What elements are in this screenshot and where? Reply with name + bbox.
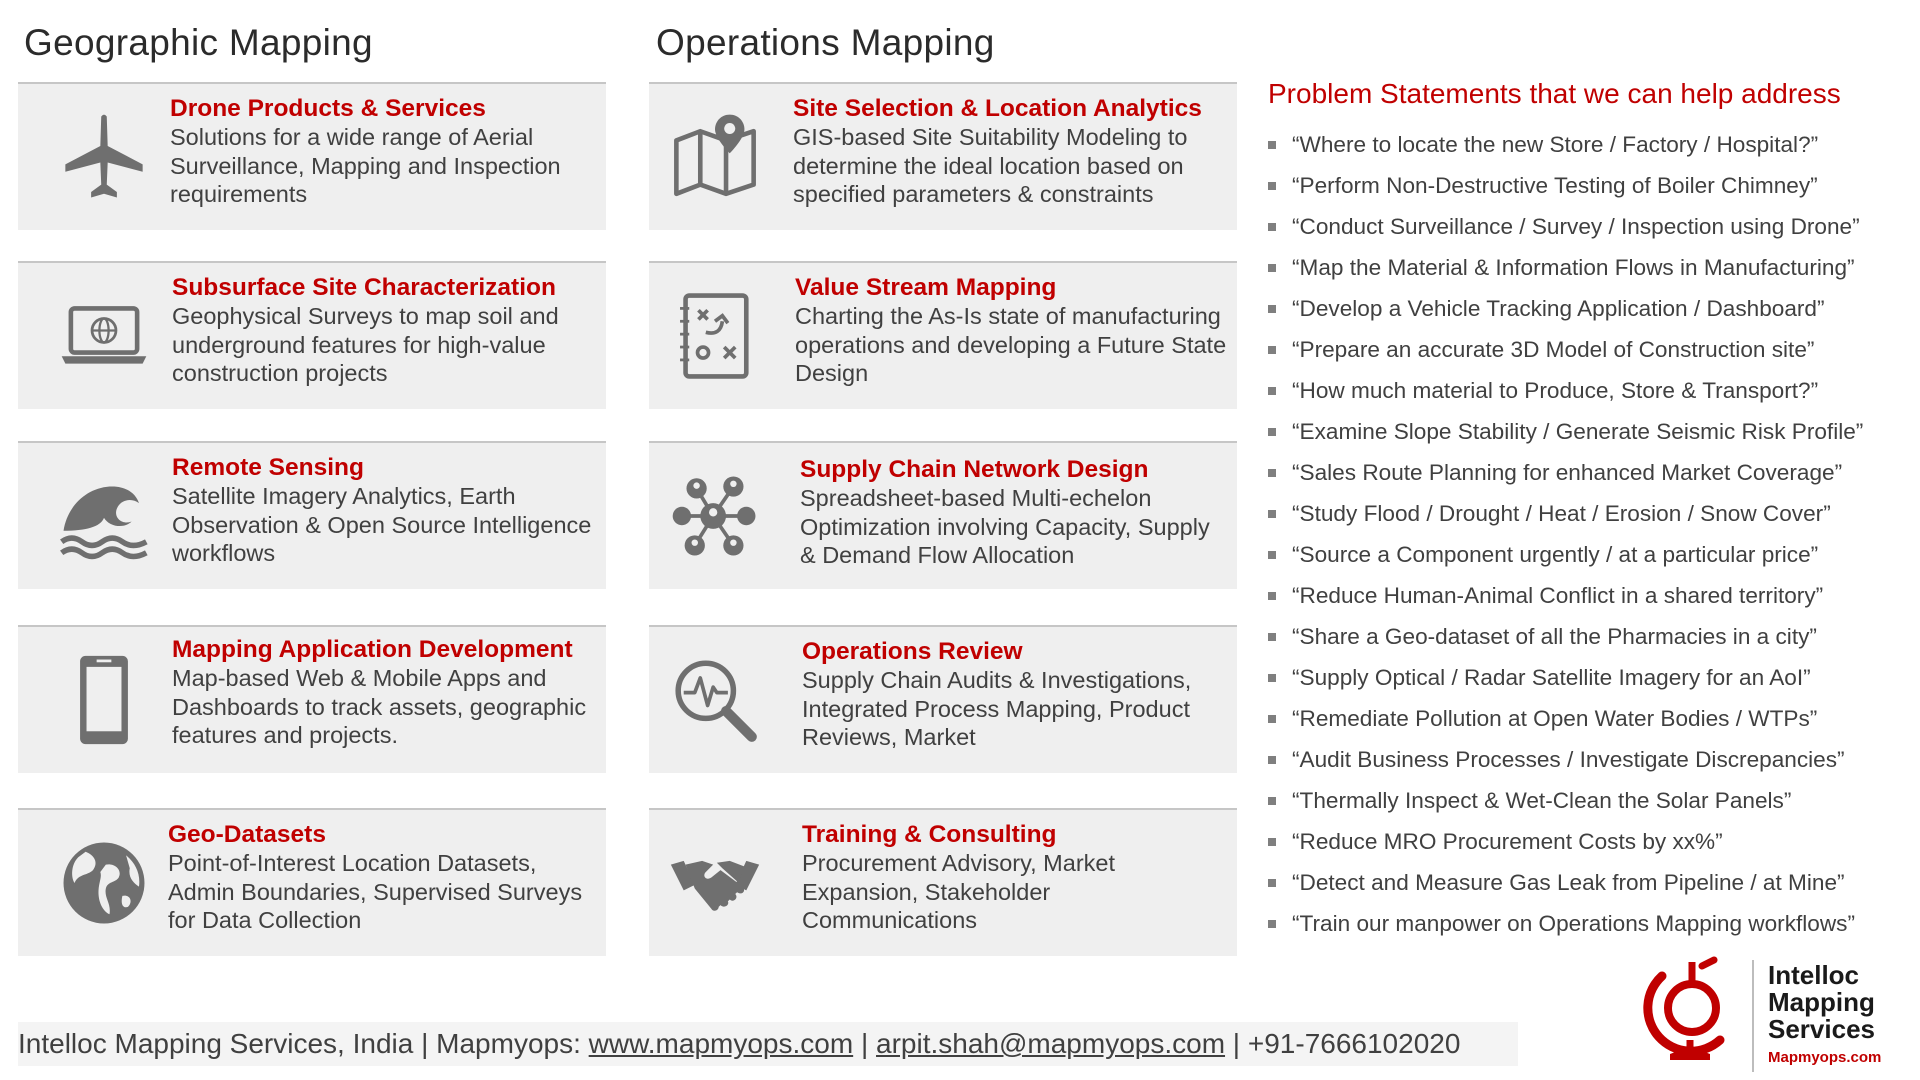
- card-supply-chain-network[interactable]: [649, 441, 1237, 589]
- problem-statement-item: [1268, 534, 1863, 575]
- footer-separator: |: [853, 1028, 877, 1059]
- card-description: Procurement Advisory, Market Expansion, Stakeholder Communications: [802, 850, 1116, 933]
- problem-statement-text: “Perform Non-Destructive Testing of Boiler Chimney”: [1292, 173, 1818, 198]
- square-bullet-icon: [1268, 838, 1276, 846]
- problem-statement-item: [1268, 165, 1863, 206]
- card-title: Training & Consulting: [802, 821, 1057, 848]
- problem-statement-text: “Train our manpower on Operations Mapping workflows”: [1292, 911, 1855, 936]
- problem-statement-text: “Audit Business Processes / Investigate Discrepancies”: [1292, 747, 1845, 772]
- problem-statement-item: [1268, 124, 1863, 165]
- problem-statement-text: “Conduct Surveillance / Survey / Inspection using Drone”: [1292, 214, 1860, 239]
- card-description: Geophysical Surveys to map soil and underground features for high-value construction projects: [172, 303, 559, 386]
- airplane-icon: [58, 111, 150, 203]
- globe-stand-logo-icon: [1640, 956, 1750, 1066]
- card-subsurface-site[interactable]: [18, 261, 606, 409]
- card-title: Mapping Application Development: [172, 636, 573, 663]
- problem-statement-item: [1268, 247, 1863, 288]
- square-bullet-icon: [1268, 223, 1276, 231]
- card-description: Point-of-Interest Location Datasets, Admin Boundaries, Supervised Surveys for Data Collection: [168, 850, 583, 933]
- problem-statements-title: Problem Statements that we can help address: [1268, 78, 1841, 109]
- footer-contact: [18, 1022, 1518, 1066]
- logo-website: Mapmyops.com: [1768, 1049, 1882, 1066]
- problem-statement-item: [1268, 862, 1863, 903]
- square-bullet-icon: [1268, 182, 1276, 190]
- card-training-consulting[interactable]: [649, 808, 1237, 956]
- card-geo-datasets[interactable]: [18, 808, 606, 956]
- square-bullet-icon: [1268, 510, 1276, 518]
- card-operations-review[interactable]: [649, 625, 1237, 773]
- problem-statement-item: [1268, 698, 1863, 739]
- problem-statement-text: “Detect and Measure Gas Leak from Pipeline / at Mine”: [1292, 870, 1845, 895]
- globe-icon: [58, 837, 150, 929]
- problem-statement-item: [1268, 903, 1863, 944]
- card-title: Remote Sensing: [172, 454, 364, 481]
- problem-statement-text: “Reduce MRO Procurement Costs by xx%”: [1292, 829, 1723, 854]
- problem-statement-text: “Reduce Human-Animal Conflict in a shared territory”: [1292, 583, 1824, 608]
- card-title: Geo-Datasets: [168, 821, 326, 848]
- card-title: Site Selection & Location Analytics: [793, 95, 1202, 122]
- card-value-stream[interactable]: [649, 261, 1237, 409]
- card-title: Value Stream Mapping: [795, 274, 1057, 301]
- operations-mapping-title: Operations Mapping: [656, 22, 995, 63]
- problem-statement-item: [1268, 370, 1863, 411]
- problem-statement-item: [1268, 575, 1863, 616]
- problem-statement-item: [1268, 657, 1863, 698]
- card-description: Map-based Web & Mobile Apps and Dashboards to track assets, geographic features and projects.: [172, 665, 587, 748]
- square-bullet-icon: [1268, 920, 1276, 928]
- magnifier-pulse-icon: [669, 654, 761, 746]
- card-description: Solutions for a wide range of Aerial Surveillance, Mapping and Inspection requirements: [170, 124, 561, 207]
- problem-statement-item: [1268, 329, 1863, 370]
- footer-separator: |: [1225, 1028, 1248, 1059]
- card-drone-products[interactable]: [18, 82, 606, 230]
- logo-text: [1768, 962, 1898, 1066]
- network-icon: [669, 470, 761, 562]
- square-bullet-icon: [1268, 428, 1276, 436]
- problem-statement-text: “Sales Route Planning for enhanced Market Coverage”: [1292, 460, 1843, 485]
- problem-statement-text: “Source a Component urgently / at a particular price”: [1292, 542, 1819, 567]
- wave-icon: [58, 470, 150, 562]
- square-bullet-icon: [1268, 715, 1276, 723]
- problem-statement-item: [1268, 821, 1863, 862]
- card-description: Supply Chain Audits & Investigations, Integrated Process Mapping, Product Reviews, Market: [802, 667, 1192, 750]
- card-title: Supply Chain Network Design: [800, 456, 1149, 483]
- square-bullet-icon: [1268, 592, 1276, 600]
- problem-statement-text: “How much material to Produce, Store & Transport?”: [1292, 378, 1819, 403]
- logo-company-name: Intelloc Mapping Services: [1768, 960, 1875, 1044]
- square-bullet-icon: [1268, 141, 1276, 149]
- problem-statement-item: [1268, 206, 1863, 247]
- problem-statement-text: “Examine Slope Stability / Generate Seismic Risk Profile”: [1292, 419, 1864, 444]
- square-bullet-icon: [1268, 879, 1276, 887]
- card-site-selection[interactable]: [649, 82, 1237, 230]
- phone-number: +91-7666102020: [1247, 1028, 1461, 1059]
- laptop-globe-icon: [58, 290, 150, 382]
- card-title: Subsurface Site Characterization: [172, 274, 556, 301]
- problem-statement-text: “Prepare an accurate 3D Model of Construction site”: [1292, 337, 1815, 362]
- problem-statement-item: [1268, 616, 1863, 657]
- problem-statement-text: “Supply Optical / Radar Satellite Imagery for an AoI”: [1292, 665, 1811, 690]
- email-link[interactable]: arpit.shah@mapmyops.com: [876, 1028, 1226, 1059]
- problem-statement-item: [1268, 452, 1863, 493]
- square-bullet-icon: [1268, 346, 1276, 354]
- problem-statement-text: “Remediate Pollution at Open Water Bodies / WTPs”: [1292, 706, 1818, 731]
- square-bullet-icon: [1268, 674, 1276, 682]
- card-description: Charting the As-Is state of manufacturing operations and developing a Future State Design: [795, 303, 1227, 386]
- logo-divider: [1752, 960, 1754, 1072]
- handshake-icon: [669, 837, 761, 929]
- card-title: Operations Review: [802, 638, 1023, 665]
- square-bullet-icon: [1268, 551, 1276, 559]
- problem-statement-item: [1268, 493, 1863, 534]
- card-mapping-app-dev[interactable]: [18, 625, 606, 773]
- geographic-mapping-title: Geographic Mapping: [24, 22, 373, 63]
- problem-statement-text: “Share a Geo-dataset of all the Pharmacies in a city”: [1292, 624, 1817, 649]
- square-bullet-icon: [1268, 387, 1276, 395]
- square-bullet-icon: [1268, 264, 1276, 272]
- problem-statement-text: “Map the Material & Information Flows in Manufacturing”: [1292, 255, 1855, 280]
- problem-statement-text: “Where to locate the new Store / Factory / Hospital?”: [1292, 132, 1819, 157]
- footer-company: Intelloc Mapping Services, India | Mapmyops:: [18, 1028, 589, 1059]
- problem-statement-item: [1268, 411, 1863, 452]
- problem-statement-item: [1268, 288, 1863, 329]
- square-bullet-icon: [1268, 469, 1276, 477]
- square-bullet-icon: [1268, 305, 1276, 313]
- problem-statement-item: [1268, 780, 1863, 821]
- mobile-phone-icon: [58, 654, 150, 746]
- problem-statement-item: [1268, 739, 1863, 780]
- card-title: Drone Products & Services: [170, 95, 486, 122]
- card-remote-sensing[interactable]: [18, 441, 606, 589]
- square-bullet-icon: [1268, 797, 1276, 805]
- strategy-board-icon: [669, 290, 761, 382]
- problem-statement-text: “Study Flood / Drought / Heat / Erosion / Snow Cover”: [1292, 501, 1831, 526]
- card-description: Spreadsheet-based Multi-echelon Optimization involving Capacity, Supply & Demand Flow Allocation: [800, 485, 1210, 568]
- card-description: GIS-based Site Suitability Modeling to determine the ideal location based on specified parameters & constraints: [793, 124, 1188, 207]
- website-link[interactable]: www.mapmyops.com: [588, 1028, 854, 1059]
- problem-statements-list: [1268, 124, 1863, 944]
- card-description: Satellite Imagery Analytics, Earth Observation & Open Source Intelligence workflows: [172, 483, 592, 566]
- square-bullet-icon: [1268, 633, 1276, 641]
- problem-statement-text: “Develop a Vehicle Tracking Application / Dashboard”: [1292, 296, 1825, 321]
- problem-statement-text: “Thermally Inspect & Wet-Clean the Solar Panels”: [1292, 788, 1792, 813]
- map-pin-icon: [669, 111, 761, 203]
- square-bullet-icon: [1268, 756, 1276, 764]
